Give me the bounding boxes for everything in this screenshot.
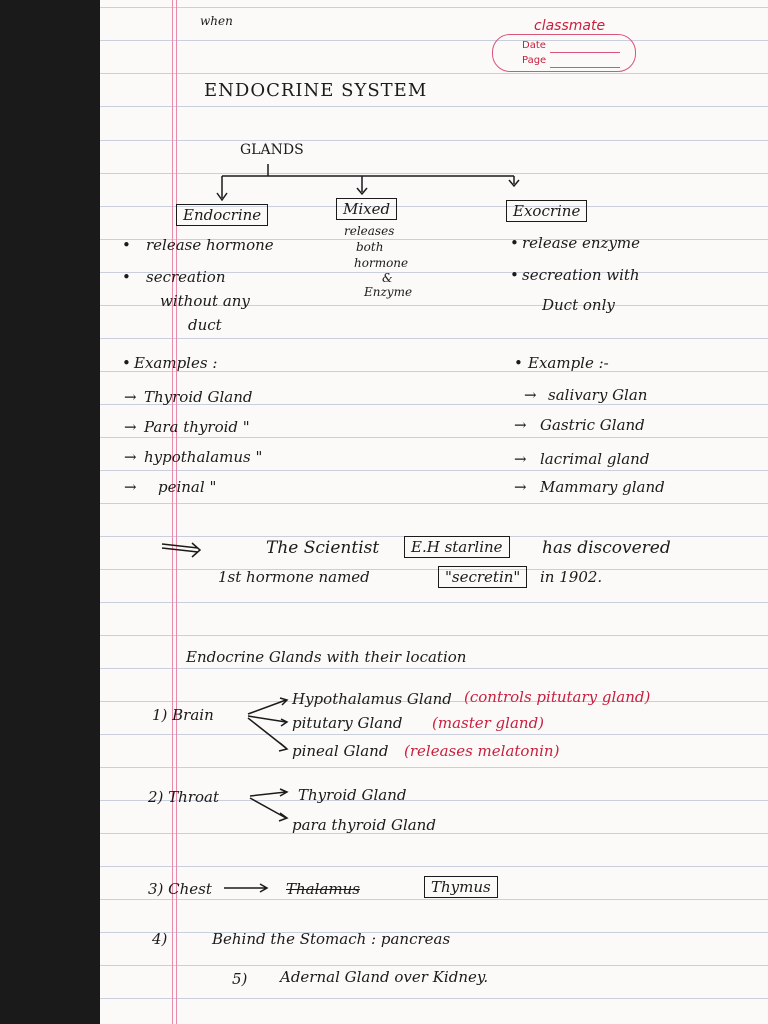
endocrine-line: duct [188, 316, 222, 334]
example-arrow: → [124, 418, 137, 436]
stomach-text: Behind the Stomach : pancreas [212, 930, 451, 948]
example-left-item: hypothalamus " [144, 448, 263, 466]
brain-gland: pitutary Gland [292, 714, 403, 732]
mixed-line: hormone [354, 256, 409, 270]
scientist-line2: 1st hormone named [218, 568, 370, 586]
scientist-prefix: The Scientist [266, 538, 380, 558]
top-note: when [200, 14, 233, 28]
stamp-page-label: Page [522, 55, 547, 66]
chest-label: 3) Chest [148, 880, 212, 898]
examples-left-heading: Examples : [134, 354, 218, 372]
example-right-item: lacrimal gland [540, 450, 650, 468]
mixed-line: both [356, 240, 384, 254]
exocrine-box: Exocrine [506, 200, 587, 222]
mixed-line: releases [344, 224, 395, 238]
mixed-line: Enzyme [364, 285, 413, 299]
example-arrow: → [124, 478, 137, 496]
example-left-item: peinal " [158, 478, 217, 496]
example-left-item: Para thyroid " [144, 418, 250, 436]
exocrine-line: Duct only [542, 296, 615, 314]
example-arrow: → [524, 386, 537, 404]
exocrine-line: release enzyme [522, 234, 641, 252]
example-arrow: → [124, 388, 137, 406]
scientist-name: E.H starline [404, 536, 510, 558]
exocrine-bullet: • [510, 234, 519, 252]
page-title: ENDOCRINE SYSTEM [204, 80, 428, 101]
endocrine-line: without any [160, 292, 250, 310]
example-arrow: → [514, 416, 527, 434]
stamp-date-label: Date [522, 40, 546, 51]
exocrine-bullet: • [510, 266, 519, 284]
brain-gland: Hypothalamus Gland [292, 690, 452, 708]
brain-note: (controls pitutary gland) [464, 688, 651, 706]
sketch-lines [100, 0, 768, 1024]
kidney-label: 5) [232, 970, 248, 988]
kidney-text: Adernal Gland over Kidney. [280, 968, 489, 986]
mixed-line: & [382, 271, 393, 285]
endocrine-bullet: • [122, 236, 131, 254]
hormone-name: "secretin" [438, 566, 527, 588]
chest-gland: Thymus [424, 876, 498, 898]
throat-gland: para thyroid Gland [292, 816, 436, 834]
brain-note: (releases melatonin) [404, 742, 560, 760]
scientist-year: in 1902. [540, 568, 603, 586]
exocrine-line: secreation with [522, 266, 640, 284]
glands-heading: GLANDS [240, 142, 304, 158]
notebook-page [100, 0, 768, 1024]
brain-gland: pineal Gland [292, 742, 389, 760]
example-right-item: Gastric Gland [540, 416, 645, 434]
stomach-label: 4) [152, 930, 168, 948]
brain-note: (master gland) [432, 714, 545, 732]
example-right-item: Mammary gland [540, 478, 665, 496]
endocrine-line: release hormone [146, 236, 274, 254]
chest-struck: Thalamus [286, 880, 360, 898]
endocrine-line: secreation [146, 268, 226, 286]
example-right-item: salivary Glan [548, 386, 648, 404]
throat-label: 2) Throat [148, 788, 220, 806]
examples-bullet: • [514, 354, 523, 372]
example-left-item: Thyroid Gland [144, 388, 253, 406]
location-heading: Endocrine Glands with their location [186, 648, 467, 666]
example-arrow: → [514, 450, 527, 468]
example-arrow: → [124, 448, 137, 466]
endocrine-box: Endocrine [176, 204, 268, 226]
example-arrow: → [514, 478, 527, 496]
examples-right-heading: Example :- [528, 354, 609, 372]
examples-bullet: • [122, 354, 131, 372]
brain-label: 1) Brain [152, 706, 214, 724]
scientist-middle: has discovered [542, 538, 671, 558]
stamp-brand: classmate [534, 18, 606, 34]
mixed-box: Mixed [336, 198, 397, 220]
endocrine-bullet: • [122, 268, 131, 286]
throat-gland: Thyroid Gland [298, 786, 407, 804]
